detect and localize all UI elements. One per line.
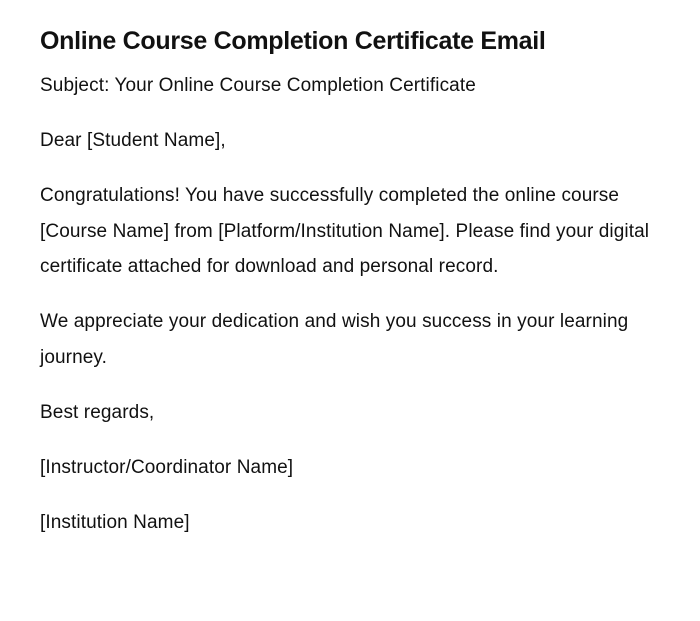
document-title: Online Course Completion Certificate Email [40, 27, 546, 55]
signature-institution: [Institution Name] [40, 511, 190, 533]
email-body-paragraph: We appreciate your dedication and wish you success in your learning journey. [40, 311, 629, 368]
email-document [40, 24, 660, 560]
email-closing: Best regards, [40, 401, 155, 423]
email-subject: Subject: Your Online Course Completion Certificate [40, 75, 476, 96]
email-greeting: Dear [Student Name], [40, 130, 226, 151]
signature-name: [Instructor/Coordinator Name] [40, 456, 294, 478]
email-body-paragraph: Congratulations! You have successfully completed the online course [Course Name] from [Platform/Institution Name]. Please find your digital certificate attached for download and personal record. [40, 185, 650, 277]
